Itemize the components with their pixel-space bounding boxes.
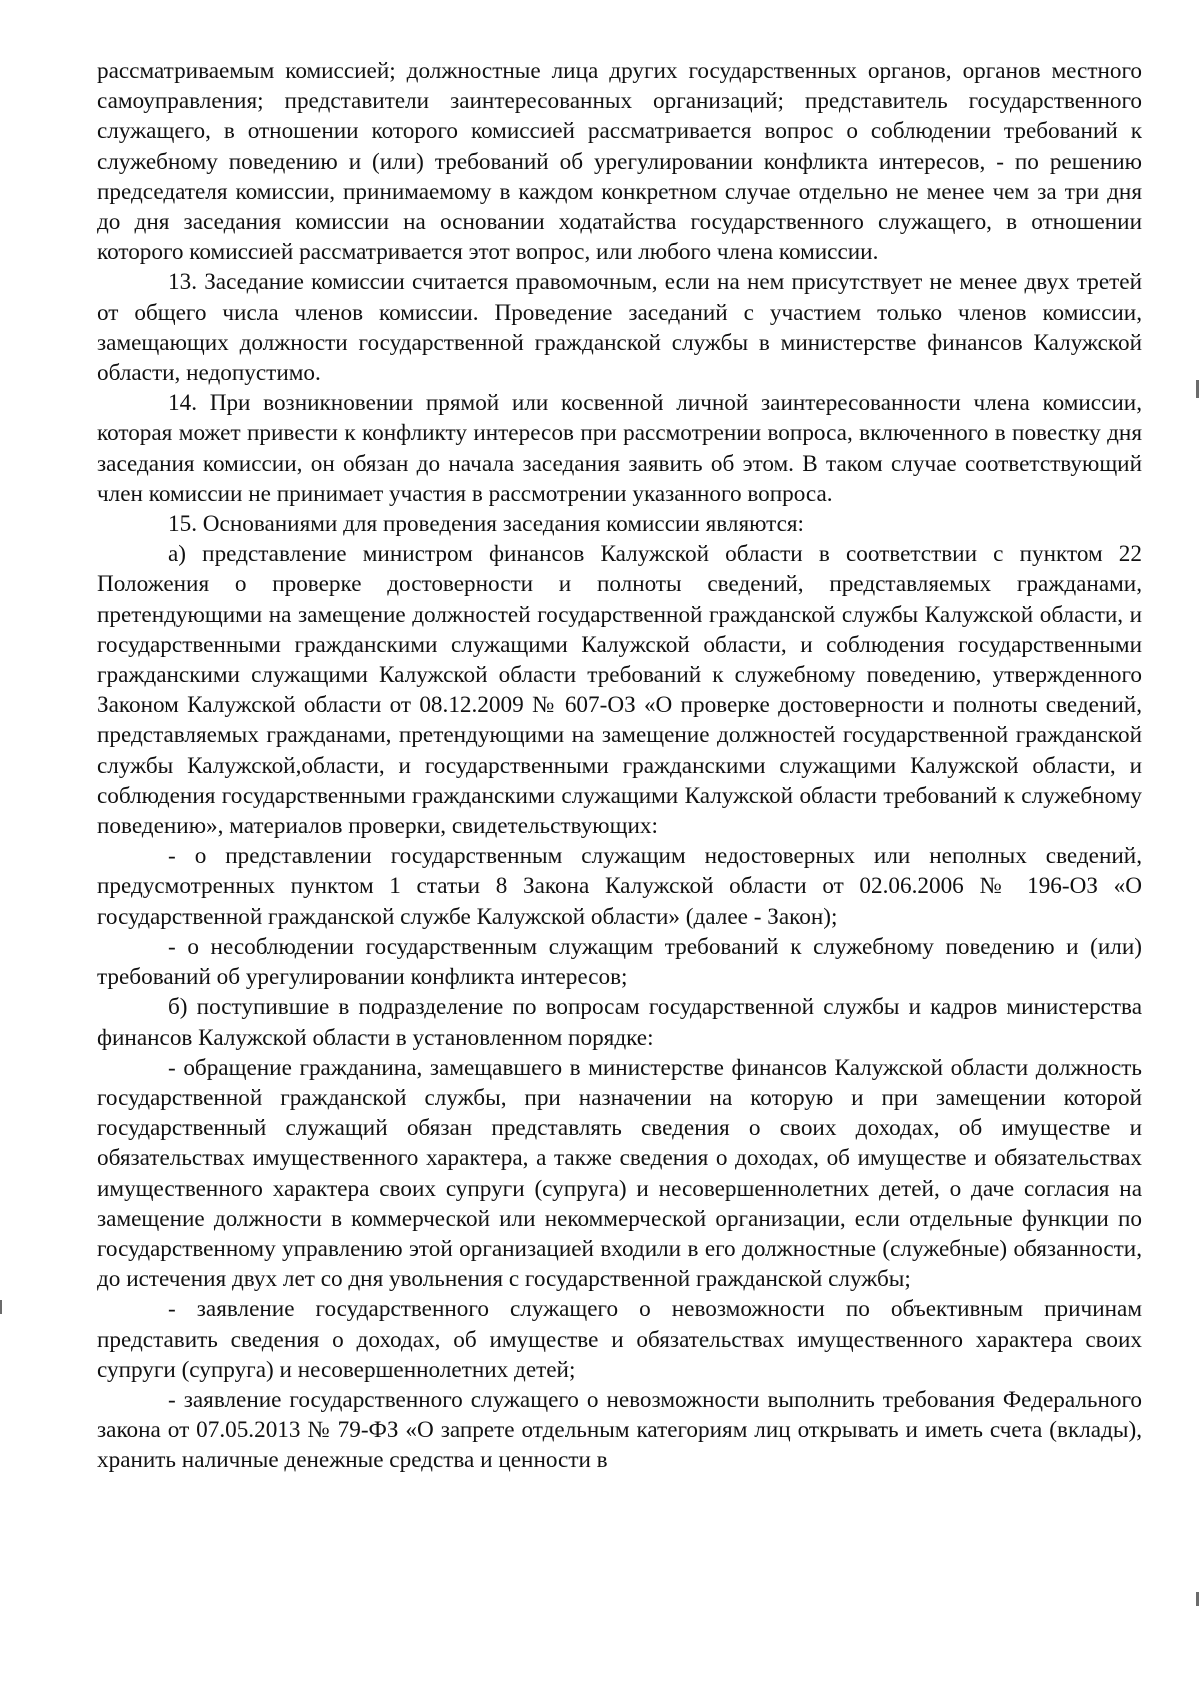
paragraph-14-conflict-of-interest: 14. При возникновении прямой или косвенной личной заинтересованности члена комиссии, которая может привести к конфликту интересов при рассмотрении вопроса, включенного в повестку дня заседания комиссии, он обязан до начала заседания заявить об этом. В таком случае соответствующий член комиссии не принимает участия в рассмотрении указанного вопроса. (97, 390, 1142, 507)
list-item-statement-spouse-income: - заявление государственного служащего о невозможности по объективным причинам представить сведения о доходах, об имуществе и обязательствах имущественного характера своих супруги (супруга) и несовершеннолетних детей; (97, 1296, 1142, 1383)
paragraph-15-grounds: 15. Основаниями для проведения заседания комиссии являются: (168, 511, 804, 538)
scan-edge-mark-left (0, 1300, 2, 1314)
paragraph-13-quorum: 13. Заседание комиссии считается правомочным, если на нем присутствует не менее двух третей от общего числа членов комиссии. Проведение заседаний с участием только членов комиссии, замещающих должности государственной гражданской службы в министерстве финансов Калужской области, недопустимо. (97, 269, 1142, 387)
list-item-statement-federal-law: - заявление государственного служащего о невозможности выполнить требования Федерального закона от 07.05.2013 № 79-ФЗ «О запрете отдельным категориям лиц открывать и иметь счета (вклады), хранить наличные денежные средства и ценности в (97, 1386, 1142, 1474)
paragraph-committee-participants: рассматриваемым комиссией; должностные лица других государственных органов, органов местного самоуправления; представители заинтересованных организаций; представитель государственного служащего, в отношении которого комиссией рассматривается вопрос о соблюдении требований к служебному поведению и (или) требований об урегулировании конфликта интересов, - по решению председателя комиссии, принимаемому в каждом конкретном случае отдельно не менее чем за три дня до дня заседания комиссии на основании ходатайства государственного служащего, в отношении которого комиссией рассматривается этот вопрос, или любого члена комиссии. (97, 58, 1142, 266)
paragraph-15a-minister-submission: а) представление министром финансов Калужской области в соответствии с пунктом 22 Положения о проверке достоверности и полноты сведений, представляемых гражданами, претендующими на замещение должностей государственной гражданской службы Калужской области, и государственными гражданскими служащими Калужской области, и соблюдения государственными гражданскими служащими Калужской области требований к служебному поведению, утвержденного Законом Калужской области от 08.12.2009 № 607-ОЗ «О проверке достоверности и полноты сведений, представляемых гражданами, претендующими на замещение должностей государственной гражданской службы Калужской,области, и государственными гражданскими служащими Калужской области, и соблюдения государственными гражданскими служащими Калужской области требований к служебному поведению», материалов проверки, свидетельствующих: (97, 541, 1142, 840)
list-item-non-compliance: - о несоблюдении государственным служащим требований к служебному поведению и (или) требований об урегулировании конфликта интересов; (97, 933, 1142, 991)
scan-edge-mark-bottom (1196, 1592, 1199, 1606)
scan-edge-mark-top (1196, 380, 1199, 398)
paragraph-15b-received-documents: б) поступившие в подразделение по вопросам государственной службы и кадров министерства финансов Калужской области в установленном порядке: (97, 994, 1142, 1051)
list-item-inaccurate-information: - о представлении государственным служащим недостоверных или неполных сведений, предусмотренных пунктом 1 статьи 8 Закона Калужской области от 02.06.2006 № 196-ОЗ «О государственной гражданской службе Калужской области» (далее - Закон); (97, 843, 1142, 930)
document-body (97, 56, 1142, 1476)
list-item-citizen-appeal: - обращение гражданина, замещавшего в министерстве финансов Калужской области должность государственной гражданской службы, при назначении на которую и при замещении которой государственный служащий обязан представлять сведения о своих доходах, об имуществе и обязательствах имущественного характера, а также сведения о доходах, об имуществе и обязательствах имущественного характера своих супруги (супруга) и несовершеннолетних детей, о даче согласия на замещение должности в коммерческой или некоммерческой организации, если отдельные функции по государственному управлению этой организацией входили в его должностные (служебные) обязанности, до истечения двух лет со дня увольнения с государственной гражданской службы; (97, 1054, 1142, 1293)
